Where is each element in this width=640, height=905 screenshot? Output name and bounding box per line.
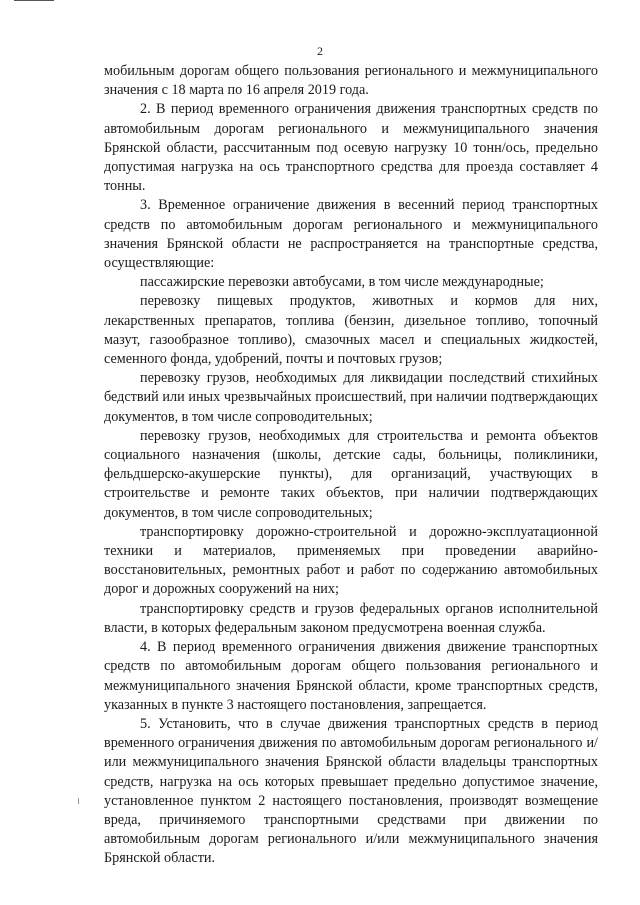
paragraph-4: пассажирские перевозки автобусами, в том числе международные; — [140, 274, 544, 291]
paragraph-10: 4. В период временного ограничения движения движение транспортных средств по автомобильным дорогам общего пользования регионального и межмуниципального значения Брянской области, кроме транспортных средств, указанных в пункте 3 настоящего постановления, запрещается. — [104, 639, 598, 713]
paragraph-3: 3. Временное ограничение движения в весенний период транспортных средств по автомобильным дорогам регионального и межмуниципального значения Брянской области не распространяется на транспортные средства, осуществляющие: — [104, 197, 598, 272]
document-body — [104, 62, 598, 869]
paragraph-2: 2. В период временного ограничения движения транспортных средств по автомобильным дорогам регионального и межмуниципального значения Брянской области, рассчитанным под осевую нагрузку 10 тонн/ось, предельно допустимая нагрузка на ось транспортного средства для проезда составляет 4 тонны. — [104, 101, 598, 195]
scan-mark — [78, 798, 79, 804]
paragraph-5: перевозку пищевых продуктов, животных и кормов для них, лекарственных препаратов, топлива (бензин, дизельное топливо, топочный мазут, газообразное топливо), смазочных масел и специальных жидкостей, семенного фонда, удобрений, почты и почтовых грузов; — [104, 293, 598, 368]
paragraph-1: мобильным дорогам общего пользования регионального и межмуниципального значения с 18 марта по 16 апреля 2019 года. — [104, 63, 598, 99]
paragraph-8: транспортировку дорожно-строительной и дорожно-эксплуатационной техники и материалов, применяемых при проведении аварийно-восстановительных, ремонтных работ и работ по содержанию автомобильных дорог и дорожных сооружений на них; — [104, 523, 598, 598]
paragraph-11: 5. Установить, что в случае движения транспортных средств в период временного ограничения движения по автомобильным дорогам регионального и/или межмуниципального значения Брянской области владельцы транспортных средств, нагрузка на ось которых превышает предельно допустимое значение, установленное пунктом 2 настоящего постановления, производят возмещение вреда, причиняемого транспортными средствами при движении по автомобильным дорогам регионального и/или межмуниципального значения Брянской области. — [104, 715, 598, 867]
scan-edge-line — [14, 0, 54, 1]
paragraph-7: перевозку грузов, необходимых для строительства и ремонта объектов социального назначения (школы, детские сады, больницы, поликлиники, фельдшерско-акушерские пункты), для организаций, участвующих в строительстве и ремонте таких объектов, при наличии подтверждающих документов, в том числе сопроводительных; — [104, 427, 598, 521]
paragraph-6: перевозку грузов, необходимых для ликвидации последствий стихийных бедствий или иных чрезвычайных происшествий, при наличии подтверждающих документов, в том числе сопроводительных; — [104, 370, 598, 425]
paragraph-9: транспортировку средств и грузов федеральных органов исполнительной власти, в которых федеральным законом предусмотрена военная служба. — [104, 600, 598, 636]
page-number: 2 — [317, 44, 323, 58]
